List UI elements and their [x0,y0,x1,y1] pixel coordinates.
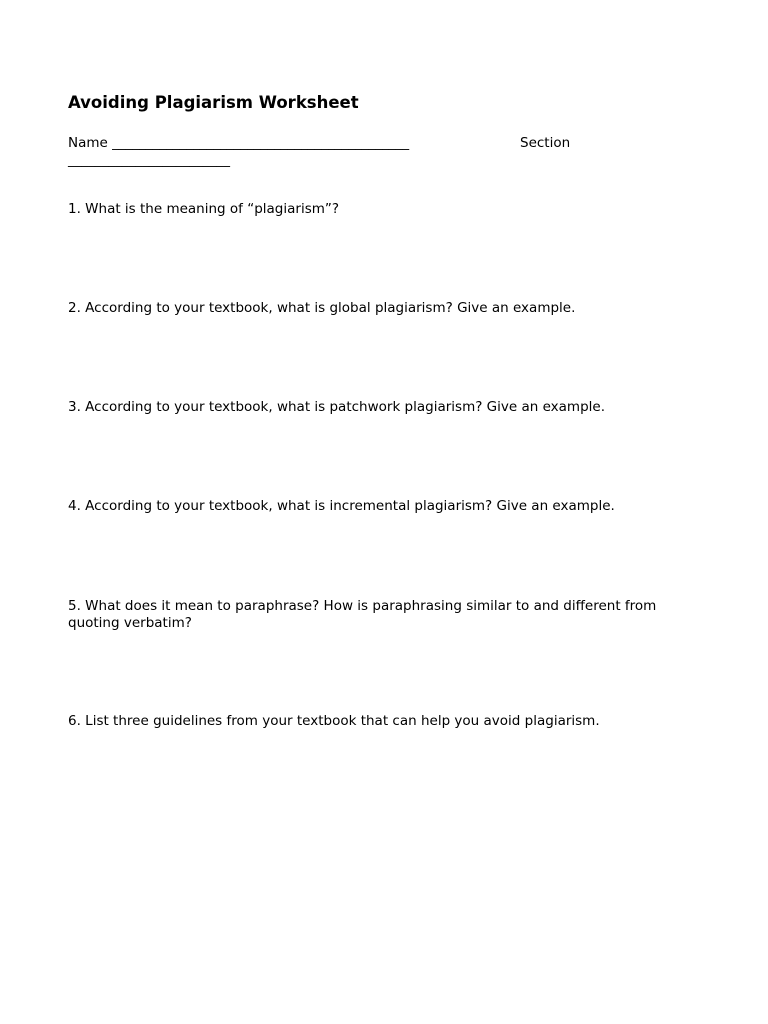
name-field: Name ____________________________________________ [68,135,410,151]
question-1: 1. What is the meaning of “plagiarism”? [68,201,340,217]
page-title: Avoiding Plagiarism Worksheet [68,93,359,112]
question-4: 4. According to your textbook, what is incremental plagiarism? Give an example. [68,498,615,514]
section-label: Section [520,135,571,151]
section-field: ________________________ [68,152,230,168]
question-2: 2. According to your textbook, what is global plagiarism? Give an example. [68,300,576,316]
question-5: 5. What does it mean to paraphrase? How is paraphrasing similar to and different from quoting verbatim? [68,598,657,631]
question-3: 3. According to your textbook, what is patchwork plagiarism? Give an example. [68,399,605,415]
question-6: 6. List three guidelines from your textbook that can help you avoid plagiarism. [68,713,600,729]
